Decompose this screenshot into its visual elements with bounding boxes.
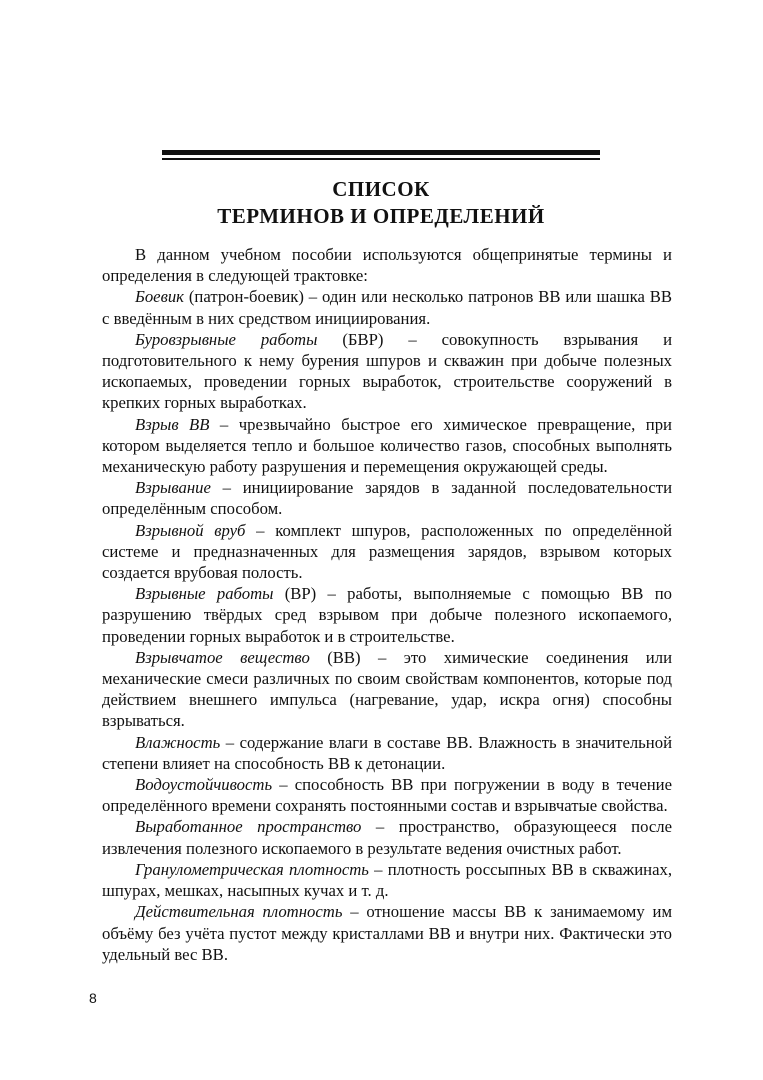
entry-term: Водоустойчивость xyxy=(135,775,273,795)
glossary-entry xyxy=(102,901,672,965)
glossary-entry xyxy=(102,774,672,816)
glossary-entry xyxy=(102,520,672,584)
entry-term: Взрыв ВВ xyxy=(135,414,210,434)
glossary-entry xyxy=(102,583,672,647)
glossary-body xyxy=(102,244,672,965)
glossary-entry xyxy=(102,414,672,478)
page-title xyxy=(162,176,600,230)
entry-term: Действительная плотность xyxy=(135,902,343,922)
entry-term: Гранулометрическая плотность xyxy=(135,859,369,879)
glossary-entry xyxy=(102,286,672,328)
glossary-entry xyxy=(102,647,672,732)
entry-definition: (патрон-боевик) – один или несколько патронов ВВ или шашка ВВ с введённым в них средством инициирования. xyxy=(102,287,672,328)
title-rule-thin xyxy=(162,158,600,160)
entry-term: Буровзрывные работы xyxy=(135,329,318,349)
title-line-1: СПИСОК xyxy=(332,177,430,201)
entry-definition: – плотность россыпных ВВ в скважинах, шпурах, мешках, насыпных кучах и т. д. xyxy=(102,859,672,901)
entry-term: Влажность xyxy=(135,732,221,752)
entry-definition: (ВВ) – это химические соединения или механические смеси различных по своим свойствам компонентов, которые под действием внешнего импульса (нагревание, удар, искра огня) способны взрываться. xyxy=(102,647,672,731)
entry-term: Взрывной вруб xyxy=(135,520,246,540)
title-line-2: ТЕРМИНОВ И ОПРЕДЕЛЕНИЙ xyxy=(217,204,545,228)
glossary-entry xyxy=(102,732,672,774)
entry-term: Боевик xyxy=(135,287,184,307)
entry-definition: (БВР) – совокупность взрывания и подготовительного к нему бурения шпуров и скважин при добыче полезных ископаемых, проведении горных выработок, строительстве сооружений в крепких горных выработках. xyxy=(102,329,673,413)
entry-definition: – чрезвычайно быстрое его химическое превращение, при котором выделяется тепло и большое количество газов, способных выполнять механическую работу разрушения и перемещения окружающей среды. xyxy=(102,414,672,477)
entry-term: Выработанное пространство xyxy=(135,817,362,837)
entry-definition: – пространство, образующееся после извлечения полезного ископаемого в результате ведения очистных работ. xyxy=(102,817,673,858)
entry-term: Взрывание xyxy=(135,478,211,498)
glossary-entry xyxy=(102,477,672,519)
entry-definition: – инициирование зарядов в заданной последовательности определённым способом. xyxy=(102,478,672,519)
glossary-entry xyxy=(102,329,672,414)
intro-paragraph: В данном учебном пособии используются общепринятые термины и определения в следующей трактовке: xyxy=(102,245,672,286)
entry-definition: – отношение массы ВВ к занимаемому им объёму без учёта пустот между кристаллами ВВ и внутри них. Фактически это удельный вес ВВ. xyxy=(102,902,672,964)
entry-definition: (ВР) – работы, выполняемые с помощью ВВ по разрушению твёрдых сред взрывом при добыче полезного ископаемого, проведении горных выработок и в строительстве. xyxy=(102,584,672,646)
title-rule-thick xyxy=(162,150,600,155)
entry-definition: – комплект шпуров, расположенных по определённой системе и предназначенных для размещения зарядов, взрывом которых создается врубовая полость. xyxy=(102,520,672,583)
entry-definition: – содержание влаги в составе ВВ. Влажность в значительной степени влияет на способность ВВ к детонации. xyxy=(102,732,672,773)
entry-term: Взрывчатое вещество xyxy=(135,647,310,667)
glossary-entry xyxy=(102,859,672,901)
glossary-entry xyxy=(102,816,672,858)
page-number: 8 xyxy=(89,990,97,1006)
entry-definition: – способность ВВ при погружении в воду в течение определённого времени сохранять постоянными состав и взрывчатые свойства. xyxy=(102,775,672,816)
entry-term: Взрывные работы xyxy=(135,584,274,604)
